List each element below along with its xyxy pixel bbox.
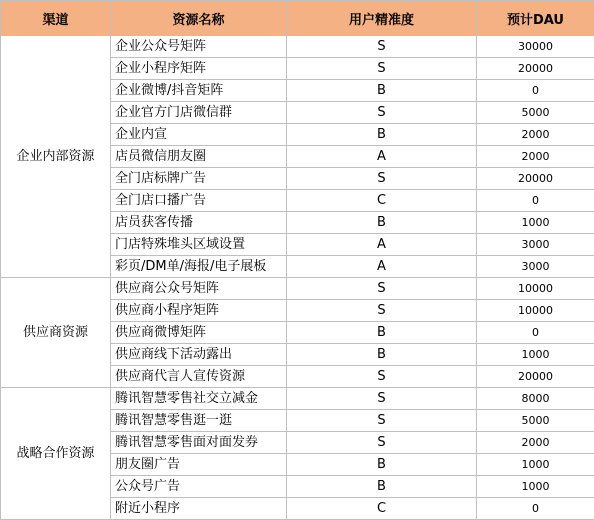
resource-name-cell[interactable]: 供应商线下活动露出 [111,344,287,366]
expected-dau-cell[interactable]: 20000 [477,168,594,190]
expected-dau-cell[interactable]: 0 [477,322,594,344]
expected-dau-cell[interactable]: 0 [477,80,594,102]
channel-cell[interactable]: 企业内部资源 [1,36,111,278]
user-accuracy-cell[interactable]: S [287,366,477,388]
resource-name-cell[interactable]: 公众号广告 [111,476,287,498]
expected-dau-cell[interactable]: 10000 [477,278,594,300]
table-row [1,388,594,410]
expected-dau-cell[interactable]: 30000 [477,36,594,58]
user-accuracy-cell[interactable]: S [287,58,477,80]
resource-name-cell[interactable]: 彩页/DM单/海报/电子展板 [111,256,287,278]
user-accuracy-cell[interactable]: S [287,36,477,58]
user-accuracy-cell[interactable]: A [287,234,477,256]
channel-cell[interactable]: 战略合作资源 [1,388,111,520]
expected-dau-cell[interactable]: 1000 [477,212,594,234]
user-accuracy-cell[interactable]: A [287,146,477,168]
channel-cell[interactable]: 供应商资源 [1,278,111,388]
user-accuracy-cell[interactable]: S [287,102,477,124]
user-accuracy-cell[interactable]: S [287,410,477,432]
resource-name-cell[interactable]: 店员微信朋友圈 [111,146,287,168]
header-resource-name[interactable]: 资源名称 [111,1,287,36]
resource-name-cell[interactable]: 供应商小程序矩阵 [111,300,287,322]
table-body [1,36,594,520]
expected-dau-cell[interactable]: 2000 [477,146,594,168]
user-accuracy-cell[interactable]: S [287,168,477,190]
user-accuracy-cell[interactable]: S [287,300,477,322]
resource-name-cell[interactable]: 企业小程序矩阵 [111,58,287,80]
resource-name-cell[interactable]: 供应商微博矩阵 [111,322,287,344]
user-accuracy-cell[interactable]: B [287,124,477,146]
expected-dau-cell[interactable]: 5000 [477,410,594,432]
header-row [1,1,594,36]
expected-dau-cell[interactable]: 2000 [477,124,594,146]
user-accuracy-cell[interactable]: B [287,344,477,366]
resource-name-cell[interactable]: 企业官方门店微信群 [111,102,287,124]
user-accuracy-cell[interactable]: S [287,388,477,410]
resource-name-cell[interactable]: 腾讯智慧零售社交立减金 [111,388,287,410]
user-accuracy-cell[interactable]: C [287,190,477,212]
expected-dau-cell[interactable]: 1000 [477,344,594,366]
expected-dau-cell[interactable]: 0 [477,190,594,212]
resource-name-cell[interactable]: 全门店标牌广告 [111,168,287,190]
expected-dau-cell[interactable]: 3000 [477,234,594,256]
resource-name-cell[interactable]: 店员获客传播 [111,212,287,234]
resource-name-cell[interactable]: 门店特殊堆头区域设置 [111,234,287,256]
user-accuracy-cell[interactable]: B [287,80,477,102]
table-row [1,278,594,300]
user-accuracy-cell[interactable]: B [287,322,477,344]
expected-dau-cell[interactable]: 0 [477,498,594,520]
expected-dau-cell[interactable]: 1000 [477,454,594,476]
expected-dau-cell[interactable]: 10000 [477,300,594,322]
header-expected-dau[interactable]: 预计DAU [477,1,594,36]
user-accuracy-cell[interactable]: S [287,432,477,454]
expected-dau-cell[interactable]: 3000 [477,256,594,278]
expected-dau-cell[interactable]: 20000 [477,58,594,80]
user-accuracy-cell[interactable]: S [287,278,477,300]
resource-name-cell[interactable]: 企业内宣 [111,124,287,146]
user-accuracy-cell[interactable]: C [287,498,477,520]
resource-name-cell[interactable]: 供应商公众号矩阵 [111,278,287,300]
header-user-accuracy[interactable]: 用户精准度 [287,1,477,36]
user-accuracy-cell[interactable]: B [287,454,477,476]
resource-name-cell[interactable]: 企业公众号矩阵 [111,36,287,58]
resource-name-cell[interactable]: 全门店口播广告 [111,190,287,212]
header-channel[interactable]: 渠道 [1,1,111,36]
resource-name-cell[interactable]: 供应商代言人宣传资源 [111,366,287,388]
user-accuracy-cell[interactable]: B [287,476,477,498]
user-accuracy-cell[interactable]: A [287,256,477,278]
resource-name-cell[interactable]: 腾讯智慧零售面对面发券 [111,432,287,454]
resource-name-cell[interactable]: 朋友圈广告 [111,454,287,476]
resource-name-cell[interactable]: 企业微博/抖音矩阵 [111,80,287,102]
expected-dau-cell[interactable]: 1000 [477,476,594,498]
resource-name-cell[interactable]: 腾讯智慧零售逛一逛 [111,410,287,432]
expected-dau-cell[interactable]: 2000 [477,432,594,454]
resource-name-cell[interactable]: 附近小程序 [111,498,287,520]
table-row [1,36,594,58]
expected-dau-cell[interactable]: 20000 [477,366,594,388]
expected-dau-cell[interactable]: 5000 [477,102,594,124]
expected-dau-cell[interactable]: 8000 [477,388,594,410]
user-accuracy-cell[interactable]: B [287,212,477,234]
